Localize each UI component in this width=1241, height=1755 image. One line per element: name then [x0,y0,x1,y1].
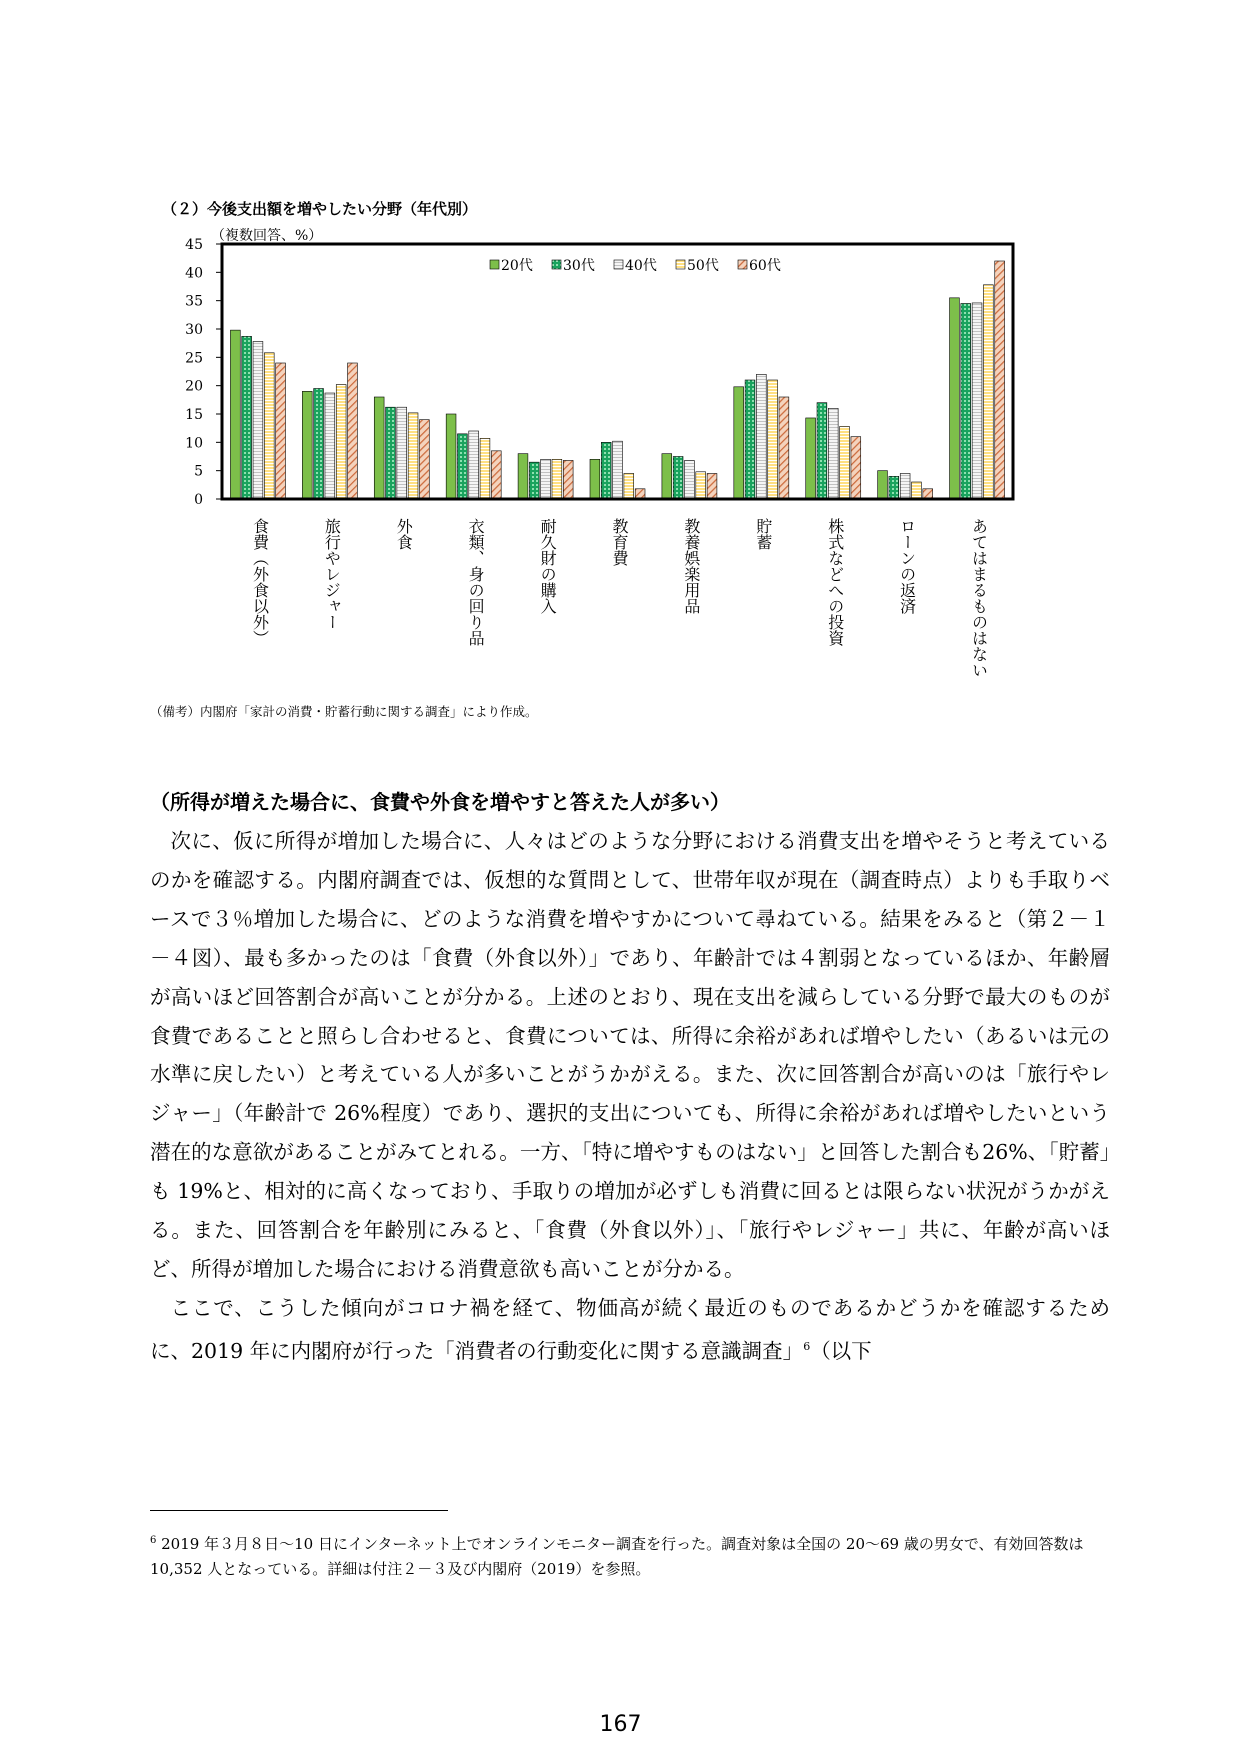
legend-swatch [490,260,499,269]
x-tick-label: 教育費 [610,518,629,566]
bar-chart [0,0,1241,700]
bar-20s [518,454,528,499]
legend-label: 40代 [625,258,657,274]
bar-30s [314,389,324,500]
bar-20s [590,459,600,499]
page-number: 167 [599,1712,642,1737]
y-tick-label: 40 [185,265,203,282]
bar-30s [457,434,467,499]
legend-swatch [676,260,685,269]
bar-40s [828,408,838,499]
bar-40s [253,341,263,499]
bar-50s [696,472,706,499]
bar-50s [912,482,922,499]
x-tick-label: 教養娯楽用品 [681,518,701,614]
bar-60s [419,420,429,499]
bar-30s [961,304,971,500]
bar-30s [673,457,683,500]
legend-label: 60代 [749,258,781,274]
legend-label: 50代 [687,258,719,274]
bar-60s [779,397,789,499]
bar-60s [348,363,358,499]
y-tick-label: 30 [185,322,203,338]
bar-30s [745,380,755,499]
bar-60s [491,451,501,499]
footnote-mark: 6 [150,1535,157,1546]
bar-20s [662,454,672,499]
bar-40s [541,459,551,499]
footnote [150,1528,1095,1582]
bar-20s [230,330,240,499]
x-tick-label: 食費（外食以外） [250,518,270,646]
y-tick-label: 35 [185,293,203,310]
bar-40s [756,374,766,499]
legend-label: 30代 [563,258,595,274]
bar-60s [851,437,861,499]
y-tick-label: 15 [185,407,203,423]
bar-60s [276,363,286,499]
y-tick-label: 20 [185,378,203,395]
y-tick-label: 25 [185,350,203,367]
footnote-divider [150,1510,448,1511]
bar-30s [386,407,396,499]
section-heading: （所得が増えた場合に、食費や外食を増やすと答えた人が多い） [150,790,730,814]
bar-40s [685,460,695,499]
bar-30s [889,476,899,499]
bar-50s [408,413,418,499]
bar-20s [446,414,456,499]
paragraph-2 [150,1289,1110,1371]
bar-60s [563,460,573,499]
bar-30s [242,336,252,499]
bar-20s [374,397,384,499]
bar-40s [972,303,982,499]
bar-50s [840,426,850,499]
bar-50s [552,459,562,499]
bar-40s [613,441,623,499]
bar-20s [806,418,816,499]
bar-50s [624,474,634,500]
x-tick-label: 旅行やレジャー [322,518,342,630]
chart-note: （備考）内閣府「家計の消費・貯蓄行動に関する調査」により作成。 [150,704,538,719]
x-tick-label: あてはまるものはない [969,518,989,678]
bar-60s [923,489,933,499]
legend-swatch [552,260,561,269]
legend-label: 20代 [501,258,533,274]
bars [230,261,1004,499]
paragraph-2-text: ここで、こうした傾向がコロナ禍を経て、物価高が続く最近のものであるかどうかを確認するために、2019 年に内閣府が行った「消費者の行動変化に関する意識調査」 [150,1295,1110,1363]
y-tick-label: 5 [194,463,203,480]
bar-60s [635,489,645,499]
bar-50s [768,380,778,499]
y-tick-label: 45 [185,237,203,253]
x-tick-label: 外食 [394,518,414,550]
bar-40s [325,393,335,499]
bar-40s [397,407,407,499]
bar-50s [336,385,346,499]
legend-swatch [738,260,747,269]
body-text [150,822,1110,1371]
paragraph-2-tail: （以下 [810,1338,872,1363]
bar-40s [900,474,910,500]
x-tick-label: 貯蓄 [753,518,773,550]
bar-30s [601,442,611,499]
x-tick-label: 耐久財の購入 [538,518,558,614]
paragraph-1: 次に、仮に所得が増加した場合に、人々はどのような分野における消費支出を増やそうと考えているのかを確認する。内閣府調査では、仮想的な質問として、世帯年収が現在（調査時点）よりも手取りベースで３％増加した場合に、どのような消費を増やすかについて尋ねている。結果をみると（第２－１－４図）、最も多かったのは「食費（外食以外）」であり、年齢計では４割弱となっているほか、年齢層が高いほど回答割合が高いことが分かる。上述のとおり、現在支出を減らしている分野で最大のものが食費であることと照らし合わせると、食費については、所得に余裕があれば増やしたい（あるいは元の水準に戻したい）と考えている人が多いことがうかがえる。また、次に回答割合が高いのは「旅行やレジャー」（年齢計で 26%程度）であり、選択的支出についても、所得に余裕があれば増やしたいという潜在的な意欲があることがみてとれる。一方、「特に増やすものはない」と回答した割合も26%、「貯蓄」も 19%と、相対的に高くなっており、手取りの増加が必ずしも消費に回るとは限らない状況がうかがえる。また、回答割合を年齢別にみると、「食費（外食以外）」、「旅行やレジャー」共に、年齢が高いほど、所得が増加した場合における消費意欲も高いことが分かる。 [150,829,1110,1281]
legend [490,258,781,274]
y-tick-label: 10 [185,435,203,452]
bar-30s [529,462,539,499]
footnote-text: 2019 年３月８日～10 日にインターネット上でオンラインモニター調査を行った。調査対象は全国の 20～69 歳の男女で、有効回答数は 10,352 人となっている。詳細は付注２－３及び内閣府（2019）を参照。 [150,1535,1084,1578]
bar-20s [950,298,960,499]
chart-title: （２）今後支出額を増やしたい分野（年代別） [162,200,478,218]
bar-50s [983,285,993,499]
bar-40s [469,431,479,499]
unit-label: （複数回答、%） [211,228,323,244]
bar-20s [302,391,312,499]
bar-60s [995,261,1005,499]
x-tick-label: ローンの返済 [897,518,917,614]
bar-50s [264,353,274,499]
bar-30s [817,403,827,499]
x-tick-label: 衣類、身の回り品 [466,518,486,646]
bar-50s [480,438,490,499]
x-tick-label: 株式などへの投資 [825,518,845,646]
bar-60s [707,474,717,500]
bar-20s [878,471,888,499]
footnote-ref: 6 [803,1339,811,1353]
legend-swatch [614,260,623,269]
y-tick-label: 0 [194,492,203,508]
y-axis-ticks [185,237,222,508]
x-axis-labels [250,518,988,678]
bar-20s [734,387,744,499]
